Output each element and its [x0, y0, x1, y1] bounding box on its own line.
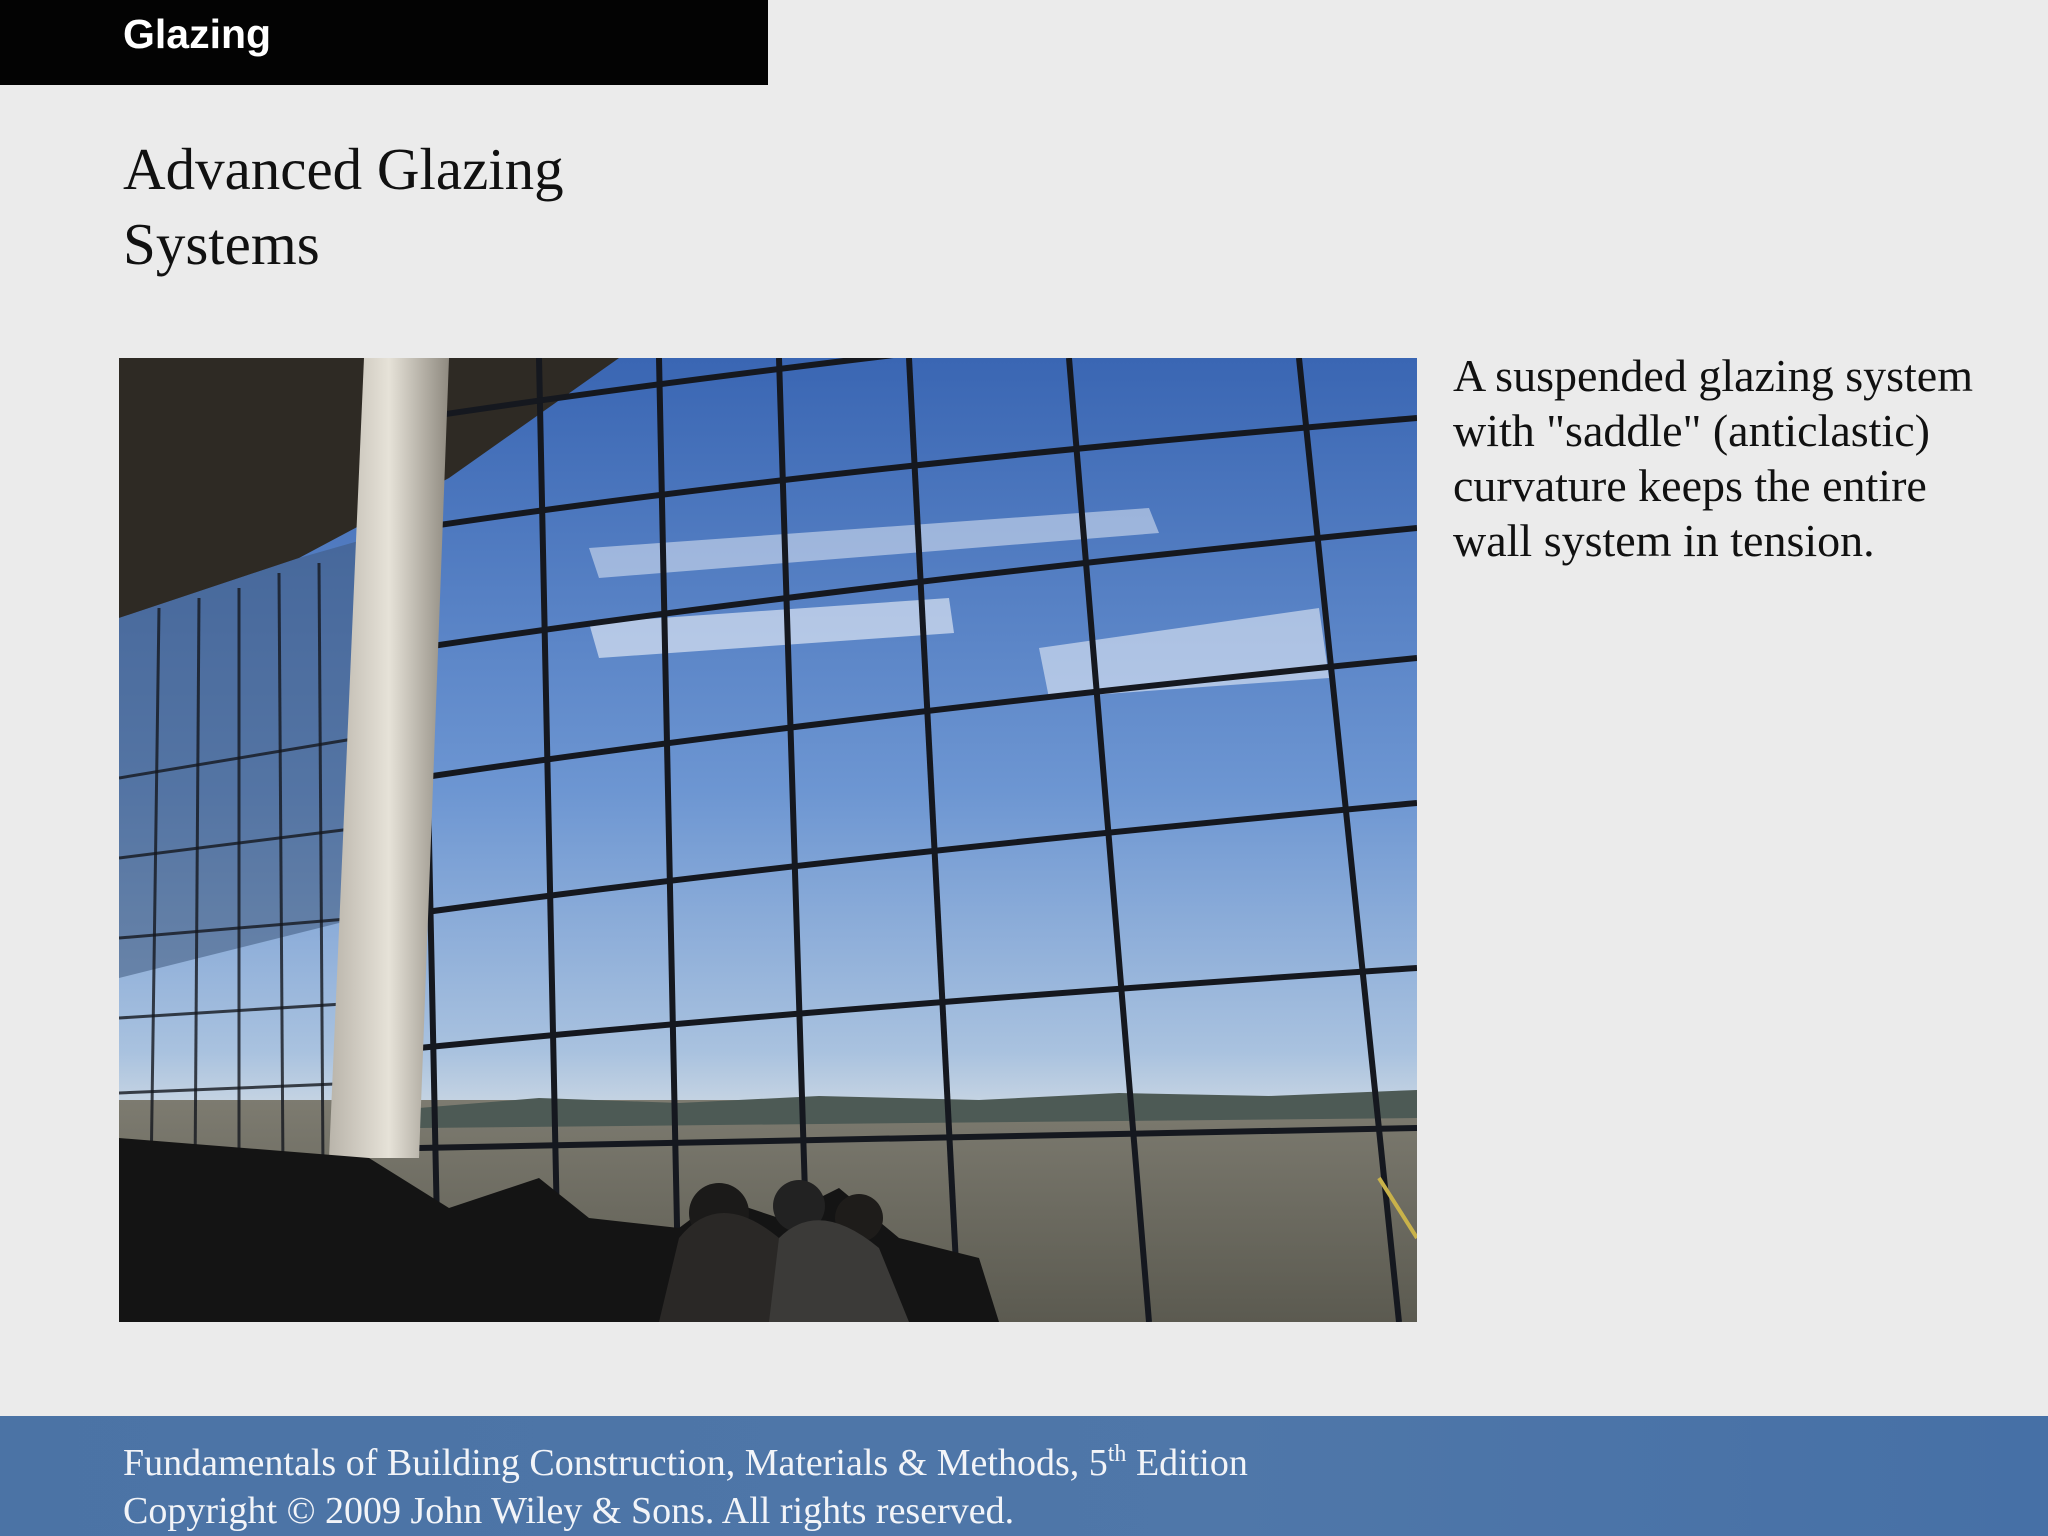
footer-edition-superscript: th — [1107, 1441, 1127, 1467]
footer-edition-suffix: Edition — [1126, 1442, 1248, 1484]
slide-caption: A suspended glazing system with "saddle" (anticlastic) curvature keeps the entire wall system in tension. — [1453, 350, 1973, 566]
footer-book-title — [123, 1440, 1248, 1486]
slide-title — [123, 132, 723, 282]
footer-copyright: Copyright © 2009 John Wiley & Sons. All rights reserved. — [123, 1490, 1015, 1532]
slide-title-line-2: Systems — [123, 211, 320, 277]
glazing-photo — [119, 358, 1417, 1322]
section-header-bar — [0, 0, 768, 85]
section-label: Glazing — [123, 11, 272, 57]
slide-title-line-1: Advanced Glazing — [123, 136, 564, 202]
glazing-photo-illustration — [119, 358, 1417, 1322]
footer-book-title-text: Fundamentals of Building Construction, Materials & Methods, 5 — [123, 1442, 1108, 1484]
